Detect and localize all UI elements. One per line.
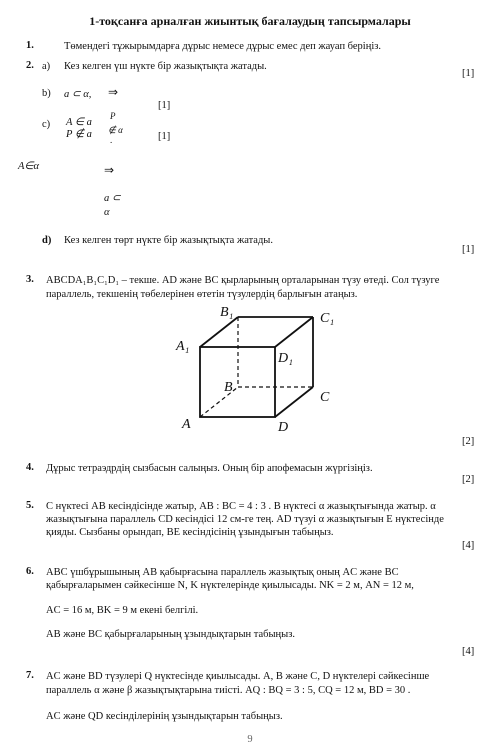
cube-label-a1: A₁ bbox=[176, 339, 190, 354]
question-5-number: 5. bbox=[26, 500, 34, 511]
q2-sub2: α bbox=[104, 207, 110, 218]
cube-label-c: C bbox=[320, 390, 330, 405]
cube-edge-dc bbox=[275, 387, 313, 417]
q6-text-line2: қабырғаларымен сәйкесінше N, K нүктелерінде қиылысады. NK = 2 м, AN = 12 м, bbox=[46, 580, 414, 591]
q5-text-line2: жазықтығына параллель CD кесіндісі 12 см-ге тең. AD түзуі α жазықтығын E нүктесінде bbox=[46, 514, 444, 525]
q4-text: Дұрыс тетраэдрдің сызбасын салыңыз. Оның бір апофемасын жүргізіңіз. bbox=[46, 463, 373, 474]
q2b-text: a ⊂ α, bbox=[64, 89, 92, 100]
cube-label-c1: C₁ bbox=[320, 311, 335, 326]
q6-text-line4: AB және BC қабырғаларының ұзындықтарын табыңыз. bbox=[46, 629, 295, 640]
q2c-notin: ∉ α bbox=[108, 125, 123, 135]
cube-label-d: D bbox=[278, 420, 289, 435]
q2-arrow2: ⇒ bbox=[104, 163, 115, 177]
page-title: 1-тоқсанға арналған жиынтық бағалаудың тапсырмалары bbox=[89, 14, 411, 28]
q5-mark: [4] bbox=[462, 540, 475, 551]
question-1-text: Төмендегі тұжырымдарға дұрыс немесе дұрыс емес деп жауап беріңіз. bbox=[64, 41, 382, 52]
q6-text-line3: AC = 16 м, BK = 9 м екені белгілі. bbox=[46, 605, 199, 616]
q7-text-line1: AC және BD түзулері Q нүктесінде қиылысады. A, B және C, D нүктелері сәйкесінше bbox=[46, 671, 430, 682]
cube-label-d1: D₁ bbox=[278, 351, 293, 366]
q6-mark: [4] bbox=[462, 646, 475, 657]
q2-side-note: A∈α bbox=[18, 161, 40, 172]
cube-label-b1: B₁ bbox=[220, 305, 234, 320]
q7-text-line3: AC және QD кесінділерінің ұзындықтарын табыңыз. bbox=[46, 711, 283, 722]
q3-text-line2: параллель, текшенің төбелерінен өтетін түзулердің барлығын атаңыз. bbox=[46, 289, 358, 300]
q4-mark: [2] bbox=[462, 474, 475, 485]
q3-text-line1: ABCDA₁B₁C₁D₁ – текше. AD және BC қырларының орталарынан түзу өтеді. Сол түзуге bbox=[46, 275, 440, 286]
q2b-label: b) bbox=[42, 88, 51, 99]
question-6-number: 6. bbox=[26, 566, 34, 577]
question-4-number: 4. bbox=[26, 462, 34, 473]
question-2-number: 2. bbox=[26, 60, 34, 71]
page-number: 9 bbox=[247, 734, 253, 745]
q2-sub1: a ⊂ bbox=[104, 193, 121, 204]
q2a-label: a) bbox=[42, 61, 51, 72]
q2c-label: c) bbox=[42, 119, 51, 130]
q2c-mark: [1] bbox=[158, 131, 171, 142]
q2a-text: Кез келген үш нүкте бір жазықтықта жатады. bbox=[64, 61, 267, 72]
cube-figure bbox=[170, 300, 350, 440]
q2d-label: d) bbox=[42, 235, 52, 246]
cube-edge-d1c1 bbox=[275, 317, 313, 347]
question-3-number: 3. bbox=[26, 274, 34, 285]
q3-mark: [2] bbox=[462, 436, 475, 447]
q2c-dot: . bbox=[110, 135, 113, 145]
q2d-mark: [1] bbox=[462, 244, 475, 255]
q6-text-line1: ABC үшбұрышының AB қабырғасына параллель жазықтық оның AC және BC bbox=[46, 567, 399, 578]
q2c-p: P bbox=[110, 111, 116, 121]
cube-label-a: A bbox=[182, 417, 191, 432]
q2c-line1: A ∈ a bbox=[66, 117, 92, 128]
q7-text-line2: параллель α және β жазықтықтарына тиісті. AQ : BQ = 3 : 5, CQ = 12 м, BD = 30 . bbox=[46, 685, 411, 696]
q2b-arrow: ⇒ bbox=[108, 85, 119, 99]
cube-edge-a1b1 bbox=[200, 317, 238, 347]
q2a-mark: [1] bbox=[462, 68, 475, 79]
q5-text-line1: C нүктесі AB кесіндісінде жатыр, AB : BC = 4 : 3 . B нүктесі α жазықтығында жатыр. α bbox=[46, 501, 436, 512]
question-1-number: 1. bbox=[26, 40, 34, 51]
q2c-line2: P ∉ a bbox=[66, 129, 92, 140]
q2d-text: Кез келген төрт нүкте бір жазықтықта жатады. bbox=[64, 235, 273, 246]
q5-text-line3: қияды. Сызбаны орындап, BE кесіндісінің ұзындығын табыңыз. bbox=[46, 527, 334, 538]
cube-label-b: B bbox=[224, 380, 233, 395]
q2b-mark: [1] bbox=[158, 100, 171, 111]
question-7-number: 7. bbox=[26, 670, 34, 681]
